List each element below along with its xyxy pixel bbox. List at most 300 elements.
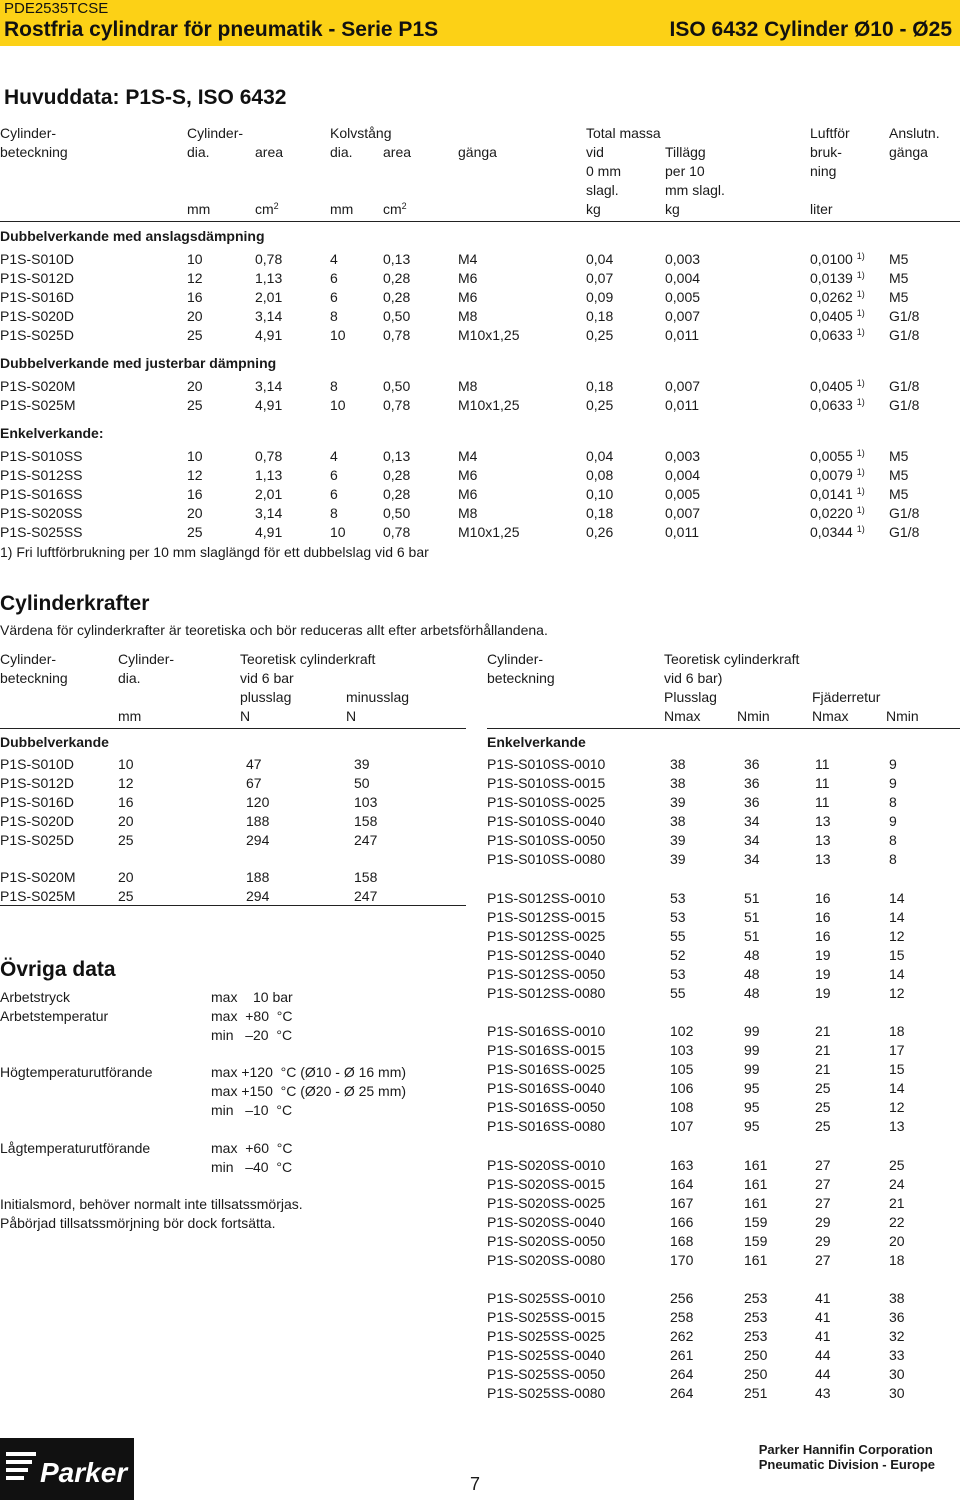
cell-plus-nmax: 53: [670, 908, 686, 925]
fl-h-dia-unit: mm: [118, 708, 142, 724]
fl-h-dia-1: Cylinder-: [118, 651, 175, 667]
cell-designation: P1S-S010SS-0040: [487, 813, 606, 829]
cell-cyl-area: 0,78: [255, 251, 283, 267]
cell-plus-nmax: 168: [670, 1232, 694, 1249]
cell-designation: P1S-S025M: [0, 397, 76, 413]
cell-designation: P1S-S010SS-0010: [487, 756, 606, 772]
fr-h-vid: vid 6 bar): [664, 670, 723, 686]
cell-designation: P1S-S016SS-0050: [487, 1099, 606, 1116]
cell-spring-nmin: 14: [889, 965, 905, 982]
cell-plus-nmax: 107: [670, 1118, 694, 1135]
cell-port-thread: G1/8: [889, 327, 920, 343]
cell-spring-nmin: 12: [889, 927, 905, 944]
cell-plus-force: 67: [246, 775, 262, 791]
cell-port-thread: M5: [889, 289, 909, 305]
cell-cyl-area: 1,13: [255, 467, 283, 483]
cell-mass: 0,26: [586, 524, 614, 540]
cell-designation: P1S-S020SS-0040: [487, 1213, 606, 1230]
cell-spring-nmin: 22: [889, 1213, 905, 1230]
cell-plus-nmax: 39: [670, 794, 686, 810]
cell-cyl-dia: 20: [187, 308, 203, 324]
cell-minus-force: 158: [354, 813, 378, 829]
cell-rod-dia: 6: [330, 289, 338, 305]
cell-cyl-area: 4,91: [255, 327, 283, 343]
cell-plus-nmax: 102: [670, 1023, 694, 1040]
other-label: Högtemperaturutförande: [0, 1064, 153, 1080]
cell-designation: P1S-S016SS-0015: [487, 1042, 606, 1059]
other-value: max +80 °C: [211, 1008, 293, 1024]
cell-designation: P1S-S020M: [0, 869, 76, 885]
cell-spring-nmin: 18: [889, 1251, 905, 1268]
cell-rod-area: 0,78: [383, 524, 411, 540]
cell-spring-nmax: 19: [815, 965, 831, 982]
header-kolv-area: area: [383, 144, 412, 160]
header-luft-3: ning: [810, 163, 837, 179]
cell-spring-nmax: 29: [815, 1232, 831, 1249]
cell-port-thread: G1/8: [889, 524, 920, 540]
cell-plus-nmin: 51: [744, 889, 760, 906]
header-luft-2: bruk-: [810, 144, 842, 160]
cell-rod-thread: M10x1,25: [458, 327, 520, 343]
cell-spring-nmax: 16: [815, 889, 831, 906]
cell-designation: P1S-S010SS: [0, 448, 83, 464]
cell-spring-nmin: 32: [889, 1328, 905, 1345]
fr-group-label: Enkelverkande: [487, 734, 586, 750]
cell-plus-nmax: 55: [670, 984, 686, 1001]
cell-spring-nmax: 13: [815, 851, 831, 867]
cell-cyl-area: 4,91: [255, 397, 283, 413]
header-mass-vid-3: slagl.: [586, 182, 619, 198]
svg-text:Parker: Parker: [40, 1457, 128, 1488]
cell-rod-area: 0,28: [383, 289, 411, 305]
cell-minus-force: 39: [354, 756, 370, 772]
cell-cyl-area: 1,13: [255, 270, 283, 286]
cell-spring-nmin: 36: [889, 1309, 905, 1326]
cell-spring-nmin: 9: [889, 756, 897, 772]
cell-plus-nmax: 55: [670, 927, 686, 944]
cell-plus-nmin: 95: [744, 1080, 760, 1097]
cell-rod-dia: 8: [330, 308, 338, 324]
cell-cyl-area: 0,78: [255, 448, 283, 464]
unit-mass-vid: kg: [586, 201, 601, 217]
cell-rod-area: 0,28: [383, 270, 411, 286]
cell-dia: 25: [118, 832, 134, 848]
fr-h-cyl-1: Cylinder-: [487, 651, 544, 667]
cell-mass: 0,07: [586, 270, 614, 286]
cell-rod-thread: M6: [458, 270, 478, 286]
cell-mass-add: 0,011: [665, 397, 699, 413]
cell-minus-force: 247: [354, 832, 378, 848]
other-value: max +150 °C (Ø20 - Ø 25 mm): [211, 1083, 407, 1099]
cell-cyl-area: 2,01: [255, 289, 283, 305]
cell-plus-nmin: 99: [744, 1023, 760, 1040]
cell-spring-nmax: 21: [815, 1042, 831, 1059]
cell-plus-nmin: 48: [744, 965, 760, 982]
cell-designation: P1S-S012SS-0080: [487, 984, 606, 1001]
cell-spring-nmin: 25: [889, 1156, 905, 1173]
cell-air-consumption: 0,0405 $^{1)}$: [810, 378, 865, 394]
cell-mass: 0,25: [586, 327, 614, 343]
cell-designation: P1S-S016SS-0025: [487, 1061, 606, 1078]
other-title: Övriga data: [0, 958, 116, 981]
corp-name: Parker Hannifin Corporation: [758, 1442, 933, 1457]
cell-spring-nmax: 27: [815, 1194, 831, 1211]
cell-mass-add: 0,011: [665, 524, 699, 540]
cell-plus-nmax: 53: [670, 965, 686, 982]
cell-plus-nmin: 34: [744, 832, 760, 848]
group-label: Enkelverkande:: [0, 425, 104, 441]
cell-mass-add: 0,004: [665, 270, 701, 286]
cell-plus-nmax: 167: [670, 1194, 694, 1211]
header-kolvstang: Kolvstång: [330, 125, 392, 141]
cell-cyl-dia: 25: [187, 524, 203, 540]
cell-mass: 0,09: [586, 289, 614, 305]
cell-rod-dia: 6: [330, 486, 338, 502]
cell-plus-nmin: 250: [744, 1347, 768, 1364]
cell-plus-nmax: 105: [670, 1061, 694, 1078]
cell-designation: P1S-S020D: [0, 813, 74, 829]
other-value: max +120 °C (Ø10 - Ø 16 mm): [211, 1064, 407, 1080]
cell-air-consumption: 0,0220 $^{1)}$: [810, 505, 865, 521]
cell-mass-add: 0,007: [665, 308, 701, 324]
cell-plus-force: 188: [246, 813, 270, 829]
cell-rod-thread: M4: [458, 251, 478, 267]
cell-plus-nmax: 256: [670, 1290, 694, 1307]
cell-spring-nmax: 21: [815, 1061, 831, 1078]
cell-rod-dia: 4: [330, 448, 338, 464]
cell-spring-nmin: 9: [889, 813, 897, 829]
cell-spring-nmin: 8: [889, 851, 897, 867]
cell-port-thread: M5: [889, 448, 909, 464]
cell-dia: 12: [118, 775, 134, 791]
cell-rod-thread: M6: [458, 289, 478, 305]
cell-spring-nmax: 16: [815, 927, 831, 944]
cell-port-thread: G1/8: [889, 505, 920, 521]
cell-spring-nmax: 13: [815, 813, 831, 829]
forces-intro: Värdena för cylinderkrafter är teoretiska och bör reduceras allt efter arbetsförhållandena.: [0, 622, 548, 638]
cell-spring-nmin: 21: [889, 1194, 905, 1211]
cell-spring-nmin: 14: [889, 908, 905, 925]
fl-header-rule: [0, 728, 466, 729]
cell-port-thread: M5: [889, 467, 909, 483]
cell-rod-area: 0,28: [383, 467, 411, 483]
cell-spring-nmin: 14: [889, 1080, 905, 1097]
cell-minus-force: 158: [354, 869, 378, 885]
cell-plus-nmax: 264: [670, 1366, 694, 1383]
cell-rod-thread: M6: [458, 486, 478, 502]
cell-spring-nmax: 13: [815, 832, 831, 848]
cell-plus-nmin: 34: [744, 813, 760, 829]
cell-spring-nmax: 44: [815, 1347, 831, 1364]
header-mass-vid-2: 0 mm: [586, 163, 621, 179]
cell-rod-area: 0,50: [383, 308, 411, 324]
cell-cyl-area: 4,91: [255, 524, 283, 540]
cell-designation: P1S-S020D: [0, 308, 74, 324]
header-kolv-dia: dia.: [330, 144, 353, 160]
cell-designation: P1S-S012SS-0050: [487, 965, 606, 982]
footer-corp: [759, 1442, 935, 1472]
fl-h-vid: vid 6 bar: [240, 670, 294, 686]
header-tillagg-1: Tillägg: [665, 144, 706, 160]
cell-designation: P1S-S010SS-0050: [487, 832, 606, 848]
cell-designation: P1S-S025SS: [0, 524, 83, 540]
cell-designation: P1S-S016SS-0080: [487, 1118, 606, 1135]
cell-cyl-dia: 25: [187, 397, 203, 413]
cell-designation: P1S-S010SS-0080: [487, 851, 606, 867]
cell-cyl-dia: 12: [187, 467, 203, 483]
cell-spring-nmax: 25: [815, 1118, 831, 1135]
cell-port-thread: M5: [889, 486, 909, 502]
cell-spring-nmin: 38: [889, 1290, 905, 1307]
header-tillagg-2: per 10: [665, 163, 705, 179]
cell-designation: P1S-S010D: [0, 756, 74, 772]
cell-designation: P1S-S012SS-0025: [487, 927, 606, 944]
unit-kolv-area: $cm^2$: [383, 201, 407, 217]
cell-cyl-dia: 10: [187, 448, 203, 464]
cell-dia: 20: [118, 869, 134, 885]
cell-spring-nmax: 44: [815, 1366, 831, 1383]
cell-plus-nmin: 48: [744, 946, 760, 963]
cell-rod-thread: M8: [458, 378, 478, 394]
cell-designation: P1S-S012SS-0010: [487, 889, 606, 906]
unit-luft: liter: [810, 201, 833, 217]
cell-cyl-dia: 12: [187, 270, 203, 286]
cell-designation: P1S-S012D: [0, 270, 74, 286]
cell-mass: 0,18: [586, 308, 614, 324]
cell-spring-nmin: 15: [889, 1061, 905, 1078]
cell-spring-nmin: 33: [889, 1347, 905, 1364]
cell-rod-area: 0,78: [383, 327, 411, 343]
cell-rod-area: 0,50: [383, 378, 411, 394]
cell-spring-nmin: 17: [889, 1042, 905, 1059]
cell-plus-nmin: 34: [744, 851, 760, 867]
cell-mass-add: 0,003: [665, 251, 701, 267]
cell-plus-force: 120: [246, 794, 270, 810]
cell-spring-nmax: 11: [815, 794, 830, 810]
cell-mass: 0,04: [586, 251, 614, 267]
fl-group-label: Dubbelverkande: [0, 734, 109, 750]
fr-header-rule: [487, 728, 960, 729]
cell-rod-area: 0,78: [383, 397, 411, 413]
cell-plus-nmax: 262: [670, 1328, 694, 1345]
header-cyl-beteckning-1: Cylinder-: [0, 125, 57, 141]
cell-plus-nmax: 261: [670, 1347, 694, 1364]
cell-designation: P1S-S025SS-0010: [487, 1290, 606, 1307]
cell-cyl-dia: 16: [187, 486, 203, 502]
cell-plus-nmin: 251: [744, 1385, 768, 1402]
cell-plus-nmin: 48: [744, 984, 760, 1001]
fl-h-plus: plusslag: [240, 689, 292, 705]
cell-plus-nmax: 103: [670, 1042, 694, 1059]
cell-designation: P1S-S025D: [0, 832, 74, 848]
cell-plus-force: 188: [246, 869, 270, 885]
cell-plus-nmin: 95: [744, 1099, 760, 1116]
cell-spring-nmax: 27: [815, 1175, 831, 1192]
fl-h-minus-unit: N: [346, 708, 357, 724]
cell-dia: 16: [118, 794, 134, 810]
cell-spring-nmax: 27: [815, 1251, 831, 1268]
cell-rod-thread: M6: [458, 467, 478, 483]
cell-spring-nmax: 41: [815, 1290, 831, 1307]
division-name: Pneumatic Division - Europe: [758, 1457, 935, 1472]
cell-plus-nmax: 264: [670, 1385, 694, 1402]
cell-air-consumption: 0,0141 $^{1)}$: [810, 486, 865, 502]
cell-cyl-area: 3,14: [255, 308, 283, 324]
cell-designation: P1S-S012SS-0015: [487, 908, 606, 925]
cell-plus-nmax: 39: [670, 832, 686, 848]
cell-spring-nmax: 21: [815, 1023, 831, 1040]
cell-cyl-area: 3,14: [255, 505, 283, 521]
cell-spring-nmax: 27: [815, 1156, 831, 1173]
fl-h-dia-2: dia.: [118, 670, 141, 686]
header-tillagg-3: mm slagl.: [665, 182, 725, 198]
cell-mass-add: 0,011: [665, 327, 699, 343]
header-ansl-2: gänga: [889, 144, 928, 160]
cell-designation: P1S-S010SS-0025: [487, 794, 606, 810]
cell-air-consumption: 0,0079 $^{1)}$: [810, 467, 865, 483]
cell-plus-force: 294: [246, 832, 270, 848]
fr-h-plus-nmax: Nmax: [664, 708, 701, 724]
other-value: min –20 °C: [211, 1027, 293, 1043]
cell-spring-nmin: 18: [889, 1023, 905, 1040]
cell-designation: P1S-S025SS-0025: [487, 1328, 606, 1345]
iso-title: ISO 6432 Cylinder Ø10 - Ø25: [669, 18, 952, 41]
cell-plus-nmin: 250: [744, 1366, 768, 1383]
other-label: Arbetstryck: [0, 989, 71, 1005]
cell-dia: 20: [118, 813, 134, 829]
fl-h-cyl-1: Cylinder-: [0, 651, 57, 667]
cell-designation: P1S-S020SS-0015: [487, 1175, 606, 1192]
cell-plus-nmax: 38: [670, 813, 686, 829]
cell-mass: 0,25: [586, 397, 614, 413]
cell-mass-add: 0,005: [665, 486, 701, 502]
cell-mass: 0,18: [586, 505, 614, 521]
fl-h-cyl-2: beteckning: [0, 670, 68, 686]
unit-mass-tillagg: kg: [665, 201, 680, 217]
cell-plus-force: 47: [246, 756, 262, 772]
cell-spring-nmax: 19: [815, 946, 831, 963]
cell-cyl-area: 2,01: [255, 486, 283, 502]
cell-designation: P1S-S025M: [0, 888, 76, 904]
fr-h-plus: Plusslag: [664, 689, 717, 705]
cell-mass-add: 0,004: [665, 467, 701, 483]
cell-rod-area: 0,13: [383, 251, 411, 267]
cell-port-thread: G1/8: [889, 308, 920, 324]
cell-spring-nmax: 25: [815, 1099, 831, 1116]
cell-port-thread: M5: [889, 251, 909, 267]
parker-logo: [0, 1438, 134, 1500]
group-label: Dubbelverkande med anslagsdämpning: [0, 228, 265, 244]
other-value: min –40 °C: [211, 1159, 293, 1175]
cell-air-consumption: 0,0262 $^{1)}$: [810, 289, 865, 305]
cell-designation: P1S-S025SS-0080: [487, 1385, 606, 1402]
cell-plus-nmax: 164: [670, 1175, 694, 1192]
cell-plus-nmax: 52: [670, 946, 686, 963]
cell-spring-nmax: 11: [815, 775, 830, 791]
forces-title: Cylinderkrafter: [0, 592, 150, 615]
cell-plus-nmin: 99: [744, 1042, 760, 1059]
cell-plus-nmax: 170: [670, 1251, 694, 1268]
cell-plus-nmin: 161: [744, 1194, 768, 1211]
cell-spring-nmin: 15: [889, 946, 905, 963]
cell-plus-nmin: 51: [744, 927, 760, 944]
header-mass-vid-1: vid: [586, 144, 604, 160]
cell-mass-add: 0,007: [665, 378, 701, 394]
cell-designation: P1S-S012SS: [0, 467, 83, 483]
cell-plus-nmin: 161: [744, 1251, 768, 1268]
cell-designation: P1S-S016SS: [0, 486, 83, 502]
series-title: Rostfria cylindrar för pneumatik - Serie P1S: [4, 18, 439, 41]
cell-rod-thread: M10x1,25: [458, 524, 520, 540]
other-value: max +60 °C: [211, 1140, 293, 1156]
cell-mass-add: 0,003: [665, 448, 701, 464]
cell-air-consumption: 0,0100 $^{1)}$: [810, 251, 865, 267]
cell-spring-nmin: 24: [889, 1175, 905, 1192]
other-value: min –10 °C: [211, 1102, 293, 1118]
page-number: 7: [470, 1474, 481, 1494]
cell-cyl-dia: 20: [187, 505, 203, 521]
cell-spring-nmin: 30: [889, 1385, 905, 1402]
cell-spring-nmin: 30: [889, 1366, 905, 1383]
cell-spring-nmin: 20: [889, 1232, 905, 1249]
header-rule: [0, 221, 960, 222]
page-header-band: [0, 0, 960, 46]
cell-designation: P1S-S016SS-0010: [487, 1023, 606, 1040]
cell-designation: P1S-S020M: [0, 378, 76, 394]
cell-spring-nmin: 12: [889, 984, 905, 1001]
cell-rod-dia: 10: [330, 397, 346, 413]
cell-mass-add: 0,005: [665, 289, 701, 305]
cell-cyl-dia: 20: [187, 378, 203, 394]
cell-plus-nmax: 38: [670, 775, 686, 791]
cell-spring-nmax: 11: [815, 756, 830, 772]
cell-plus-nmax: 166: [670, 1213, 694, 1230]
cell-port-thread: M5: [889, 270, 909, 286]
cell-rod-dia: 10: [330, 327, 346, 343]
header-cyl-beteckning-2: beteckning: [0, 144, 68, 160]
cell-minus-force: 103: [354, 794, 378, 810]
cell-plus-nmin: 36: [744, 794, 760, 810]
cell-designation: P1S-S020SS-0050: [487, 1232, 606, 1249]
fl-h-plus-unit: N: [240, 708, 251, 724]
main-data-title: Huvuddata: P1S-S, ISO 6432: [4, 86, 287, 109]
cell-minus-force: 247: [354, 888, 378, 904]
header-luft-1: Luftför: [810, 125, 850, 141]
cell-designation: P1S-S016D: [0, 289, 74, 305]
cell-spring-nmax: 29: [815, 1213, 831, 1230]
cell-plus-nmax: 163: [670, 1156, 694, 1173]
cell-spring-nmin: 8: [889, 832, 897, 848]
cell-spring-nmin: 9: [889, 775, 897, 791]
cell-plus-nmax: 53: [670, 889, 686, 906]
cell-designation: P1S-S010SS-0015: [487, 775, 606, 791]
cell-rod-area: 0,28: [383, 486, 411, 502]
fr-h-fjader: Fjäderretur: [812, 689, 881, 705]
cell-air-consumption: 0,0344 $^{1)}$: [810, 524, 865, 540]
header-total-massa: Total massa: [586, 125, 661, 141]
cell-spring-nmin: 13: [889, 1118, 905, 1135]
cell-rod-dia: 4: [330, 251, 338, 267]
cell-plus-nmin: 253: [744, 1309, 768, 1326]
header-ansl-1: Anslutn.: [889, 125, 940, 141]
cell-rod-area: 0,13: [383, 448, 411, 464]
cell-rod-dia: 10: [330, 524, 346, 540]
cell-mass: 0,18: [586, 378, 614, 394]
cell-plus-nmax: 38: [670, 756, 686, 772]
cell-mass: 0,04: [586, 448, 614, 464]
cell-rod-thread: M8: [458, 308, 478, 324]
other-value: max 10 bar: [211, 989, 293, 1005]
